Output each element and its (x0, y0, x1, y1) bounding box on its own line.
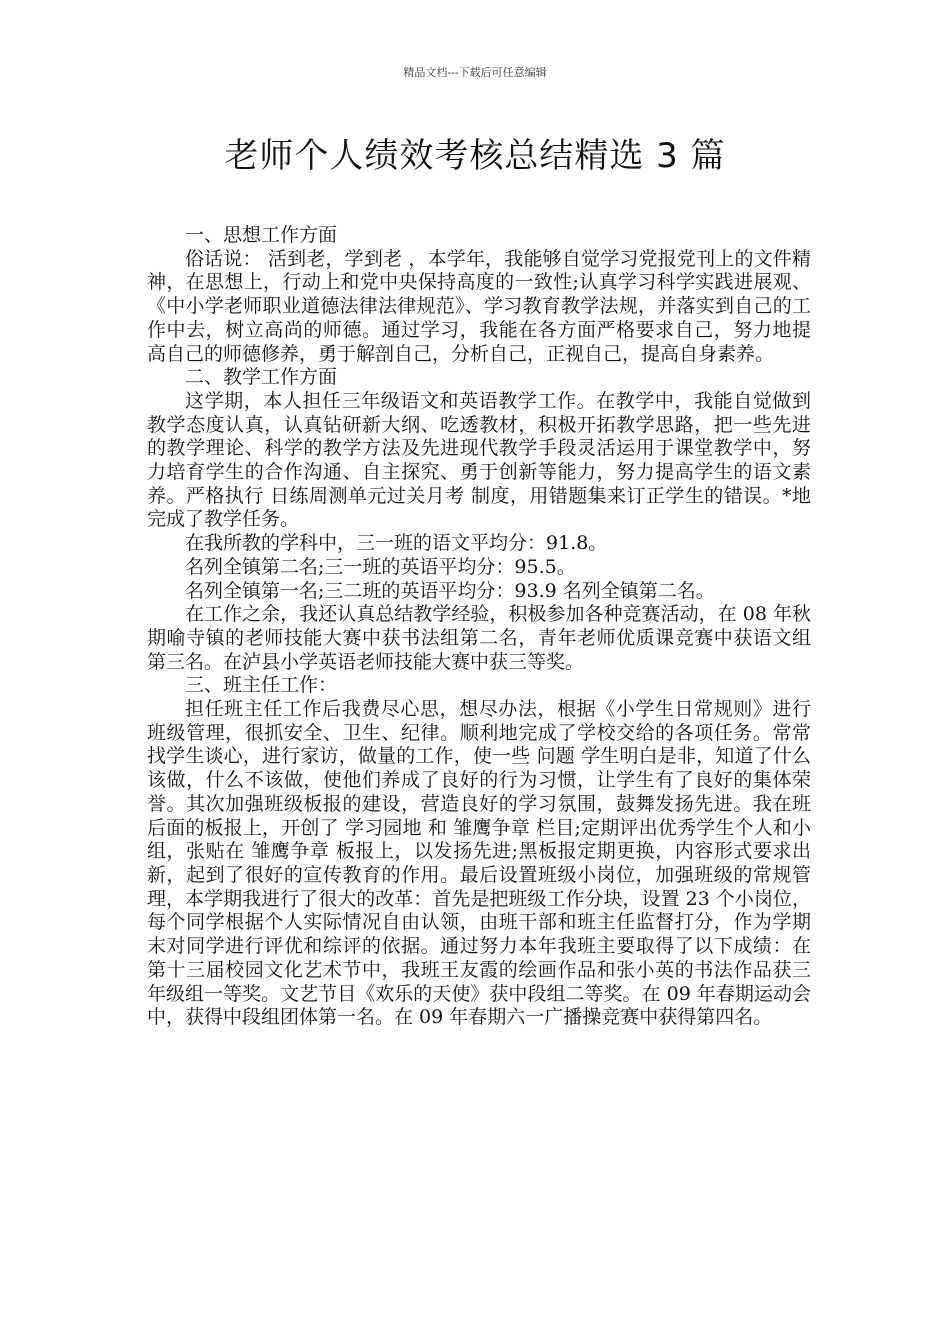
section-heading-class-teacher: 三、班主任工作： (185, 674, 338, 697)
section-heading-teaching: 二、教学工作方面 (185, 366, 338, 389)
header-note: 精品文档---下载后可任意编辑 (403, 66, 547, 79)
paragraph: 担任班主任工作后我费尽心思，想尽办法，根据《小学生日常规则》进行班级管理，很抓安全、卫生、纪律。顺利地完成了学校交给的各项任务。常常找学生谈心，进行家访，做量的工作，使一些 问题 学生明白是非，知道了什么该做，什么不该做，使他们养成了良好的行为习惯，让学生有了良好的集体荣誉。其次加强班级板报的建设，营造良好的学习氛围，鼓舞发扬先进。我在班后面的板报上，开创了 学习园地 和 雏鹰争章 栏目;定期评出优秀学生个人和小组，张贴在 雏鹰争章 板报上，以发扬先进;黑板报定期更换，内容形式要求出新，起到了很好的宣传教育的作用。最后设置班级小岗位，加强班级的常规管理，本学期我进行了很大的改革：首先是把班级工作分块，设置 23 个小岗位，每个同学根据个人实际情况自由认领，由班干部和班主任监督打分，作为学期末对同学进行评优和综评的依据。通过努力本年我班主要取得了以下成绩：在第十三届校园文化艺术节中，我班王友霞的绘画作品和张小英的书法作品获三年级组一等奖。文艺节目《欢乐的天使》获中段组二等奖。在 09 年春期运动会中，获得中段组团体第一名。在 09 年春期六一广播操竞赛中获得第四名。 (147, 698, 811, 1029)
document-body (147, 224, 811, 1030)
paragraph: 在我所教的学科中，三一班的语文平均分：91.8。 (185, 532, 608, 555)
paragraph: 名列全镇第二名;三一班的英语平均分：95.5。 (185, 555, 576, 578)
paragraph: 俗话说： 活到老，学到老 ，本学年，我能够自觉学习党报党刊上的文件精神，在思想上，行动上和党中央保持高度的一致性;认真学习科学实践进展观、《中小学老师职业道德法律法律规范》、学习教育教学法规，并落实到自己的工作中去，树立高尚的师德。通过学习，我能在各方面严格要求自己，努力地提高自己的师德修养，勇于解剖自己，分析自己，正视自己，提高自身素养。 (147, 247, 811, 365)
paragraph: 在工作之余，我还认真总结教学经验，积极参加各种竞赛活动，在 08 年秋期喻寺镇的老师技能大赛中获书法组第二名，青年老师优质课竞赛中获语文组第三名。在泸县小学英语老师技能大赛中获三等奖。 (147, 603, 811, 673)
section-heading-thought: 一、思想工作方面 (185, 224, 338, 246)
document-title: 老师个人绩效考核总结精选 3 篇 (224, 136, 726, 176)
paragraph: 名列全镇第一名;三二班的英语平均分：93.9 名列全镇第二名。 (185, 579, 715, 602)
paragraph: 这学期，本人担任三年级语文和英语教学工作。在教学中，我能自觉做到教学态度认真，认真钻研新大纲、吃透教材，积极开拓教学思路，把一些先进的教学理论、科学的教学方法及先进现代教学手段灵活运用于课堂教学中，努力培育学生的合作沟通、自主探究、勇于创新等能力，努力提高学生的语文素养。严格执行 日练周测单元过关月考 制度，用错题集来订正学生的错误。*地完成了教学任务。 (147, 389, 811, 531)
